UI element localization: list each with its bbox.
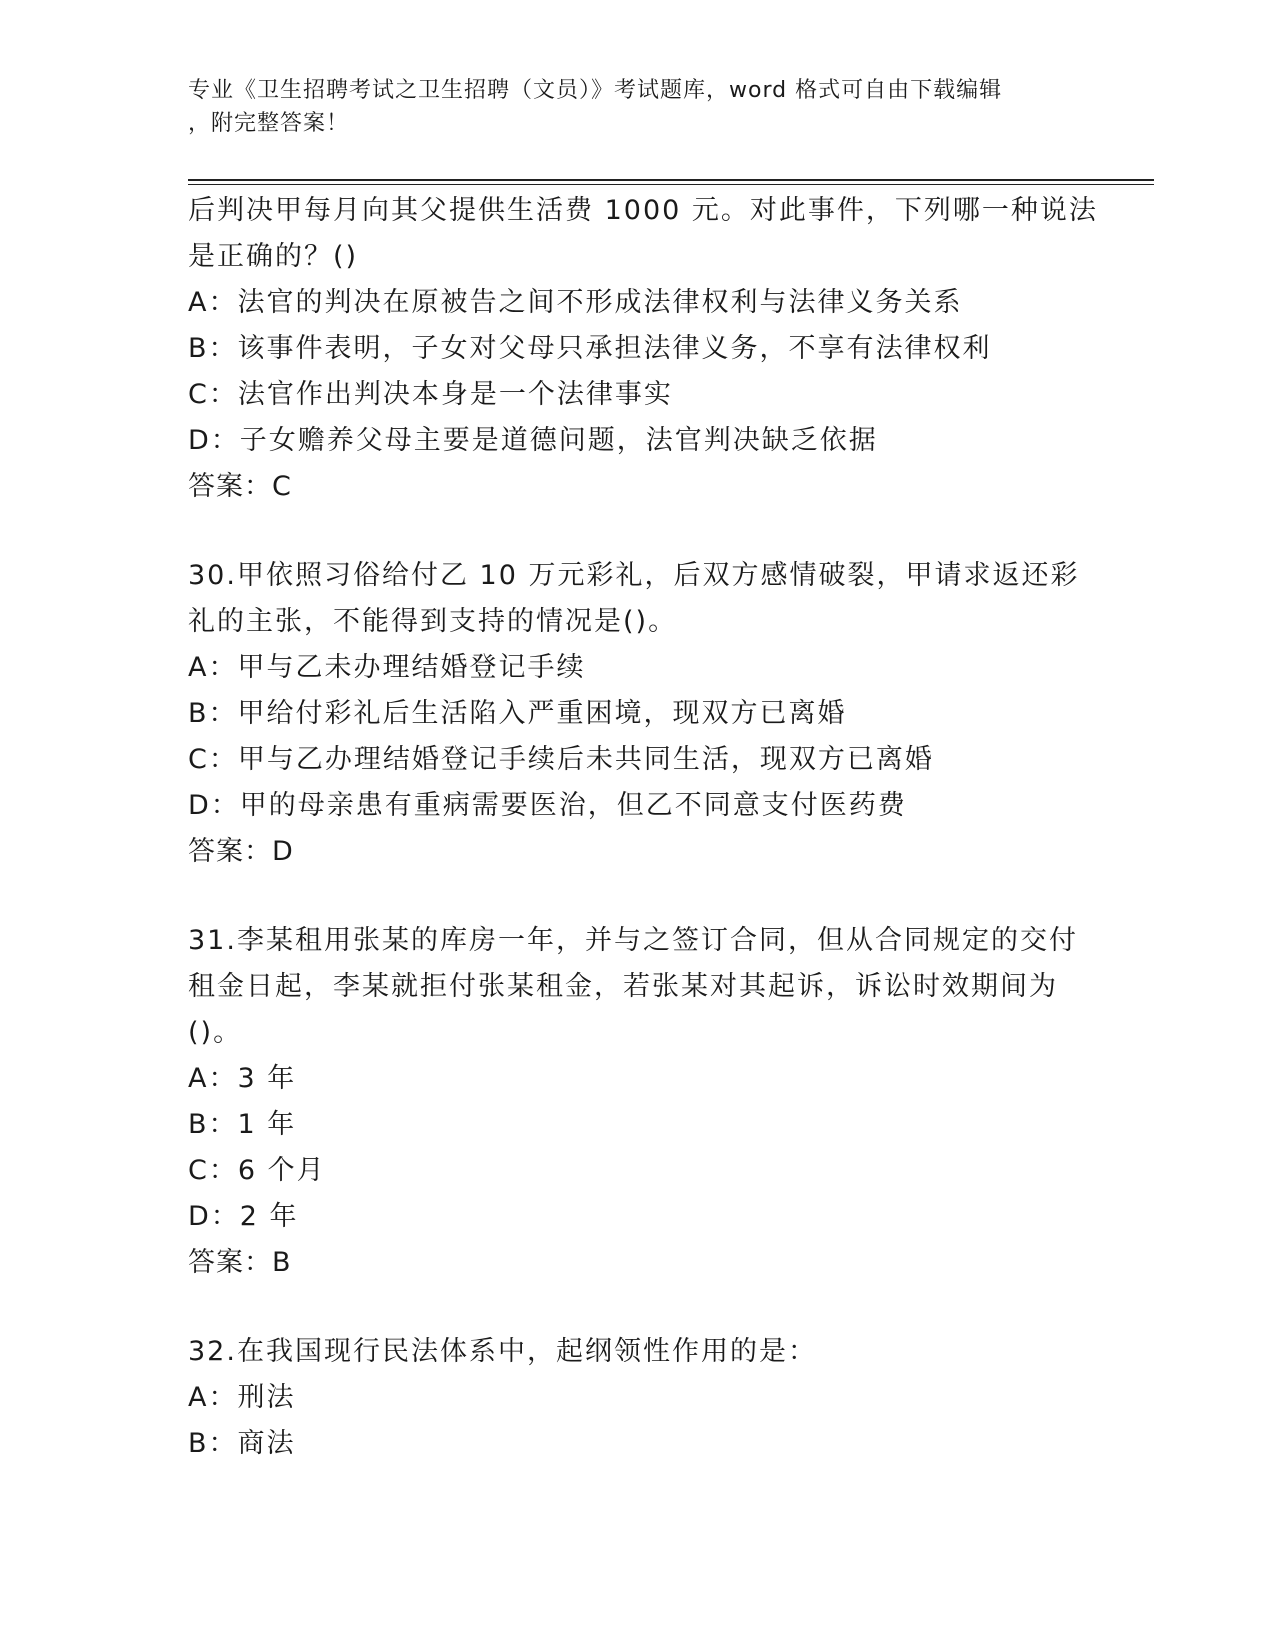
question-stem-line: ()。 bbox=[188, 1017, 243, 1048]
header-line-1: 专业《卫生招聘考试之卫生招聘（文员）》考试题库，word 格式可自由下载编辑 bbox=[188, 78, 1003, 103]
header-divider-thick bbox=[188, 179, 1154, 181]
question-stem-line: 30.甲依照习俗给付乙 10 万元彩礼，后双方感情破裂，甲请求返还彩 bbox=[188, 560, 1080, 591]
option-b: B：甲给付彩礼后生活陷入严重困境，现双方已离婚 bbox=[188, 698, 847, 729]
option-c: C：甲与乙办理结婚登记手续后未共同生活，现双方已离婚 bbox=[188, 744, 934, 775]
question-31 bbox=[188, 918, 1088, 1286]
question-29 bbox=[188, 188, 1098, 510]
option-a: A：甲与乙未办理结婚登记手续 bbox=[188, 652, 586, 683]
option-b: B：商法 bbox=[188, 1428, 296, 1459]
option-c: C：法官作出判决本身是一个法律事实 bbox=[188, 379, 673, 410]
answer-line: 答案：D bbox=[188, 836, 294, 867]
header-line-2: ，附完整答案！ bbox=[188, 111, 350, 136]
question-32 bbox=[188, 1329, 1088, 1467]
spacer bbox=[188, 510, 1088, 553]
option-d: D：子女赡养父母主要是道德问题，法官判决缺乏依据 bbox=[188, 425, 878, 456]
option-d: D：甲的母亲患有重病需要医治，但乙不同意支付医药费 bbox=[188, 790, 907, 821]
question-stem-line: 32.在我国现行民法体系中，起纲领性作用的是： bbox=[188, 1336, 817, 1367]
question-stem-line: 礼的主张，不能得到支持的情况是()。 bbox=[188, 606, 678, 637]
question-30 bbox=[188, 553, 1088, 875]
question-stem-line: 31.李某租用张某的库房一年，并与之签订合同，但从合同规定的交付 bbox=[188, 925, 1078, 956]
option-c: C：6 个月 bbox=[188, 1155, 326, 1186]
answer-line: 答案：C bbox=[188, 471, 292, 502]
answer-line: 答案：B bbox=[188, 1247, 292, 1278]
spacer bbox=[188, 875, 1088, 918]
option-a: A：3 年 bbox=[188, 1063, 297, 1094]
header-divider-thin bbox=[188, 184, 1154, 185]
option-a: A：刑法 bbox=[188, 1382, 296, 1413]
question-stem-line: 后判决甲每月向其父提供生活费 1000 元。对此事件，下列哪一种说法 bbox=[188, 195, 1098, 226]
spacer bbox=[188, 1286, 1088, 1329]
question-list bbox=[188, 188, 1098, 1467]
question-stem-line: 租金日起，李某就拒付张某租金，若张某对其起诉，诉讼时效期间为 bbox=[188, 971, 1058, 1002]
question-stem-line: 是正确的？() bbox=[188, 241, 359, 272]
option-d: D：2 年 bbox=[188, 1201, 299, 1232]
option-a: A：法官的判决在原被告之间不形成法律权利与法律义务关系 bbox=[188, 287, 963, 318]
document-header bbox=[188, 74, 1088, 140]
option-b: B：1 年 bbox=[188, 1109, 297, 1140]
option-b: B：该事件表明，子女对父母只承担法律义务，不享有法律权利 bbox=[188, 333, 992, 364]
